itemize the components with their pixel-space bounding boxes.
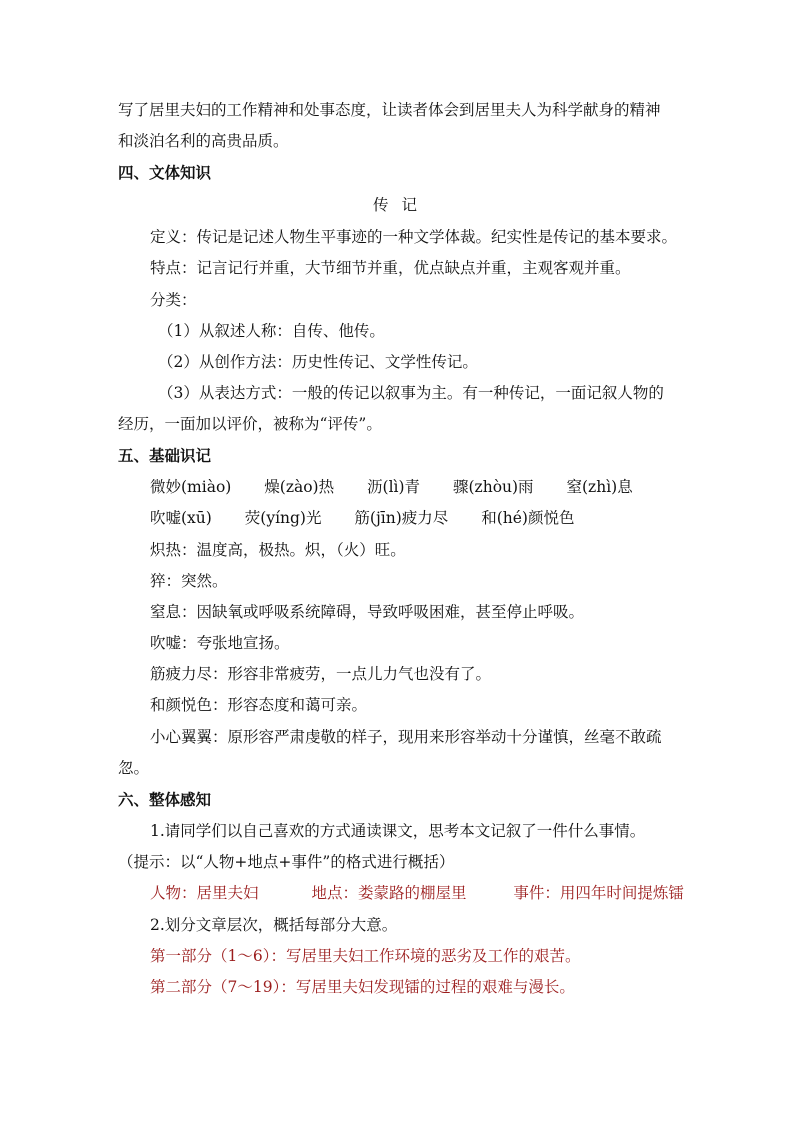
class-item: （1）从叙述人称：自传、他传。 — [158, 322, 385, 340]
vocab-definition: 窒息：因缺氧或呼吸系统障碍，导致呼吸困难，甚至停止呼吸。 — [150, 603, 585, 621]
class-item-continued: 经历，一面加以评价，被称为“评传”。 — [118, 415, 382, 433]
section-heading-6: 六、整体感知 — [118, 790, 212, 809]
vocab-definition: 炽热：温度高，极热。炽，（火）旺。 — [150, 541, 406, 559]
vocab-word: 沥(lì)青 — [367, 478, 421, 496]
vocab-definition: 和颜悦色：形容态度和蔼可亲。 — [150, 696, 368, 714]
vocab-row-1 — [150, 476, 712, 498]
vocab-word: 燥(zào)热 — [264, 478, 335, 496]
vocab-definition: 筋疲力尽：形容非常疲劳，一点儿力气也没有了。 — [150, 665, 492, 683]
vocab-row-2 — [150, 507, 712, 529]
features-line: 特点：记言记行并重，大节细节并重，优点缺点并重，主观客观并重。 — [150, 259, 631, 277]
genre-title: 传 记 — [373, 196, 421, 214]
class-item: （3）从表达方式：一般的传记以叙事为主。有一种传记，一面记叙人物的 — [158, 384, 664, 402]
intro-line-1: 写了居里夫妇的工作精神和处事态度，让读者体会到居里夫人为科学献身的精神 — [118, 101, 661, 119]
vocab-word: 窒(zhì)息 — [566, 478, 633, 496]
vocab-word: 荧(yíng)光 — [244, 509, 322, 527]
vocab-word: 和(hé)颜悦色 — [481, 509, 575, 527]
classification-label: 分类： — [150, 291, 197, 309]
answer-line — [150, 882, 712, 904]
vocab-definition: 吹嘘：夸张地宣扬。 — [150, 634, 290, 652]
vocab-word: 吹嘘(xū) — [150, 509, 212, 527]
section-heading-4: 四、文体知识 — [118, 163, 212, 182]
part-summary: 第二部分（7～19）：写居里夫妇发现镭的过程的艰难与漫长。 — [150, 978, 575, 996]
definition-line: 定义：传记是记述人物生平事迹的一种文学体裁。纪实性是传记的基本要求。 — [150, 228, 678, 246]
vocab-word: 骤(zhòu)雨 — [453, 478, 534, 496]
answer-place: 地点：娄蒙路的棚屋里 — [311, 884, 467, 902]
vocab-word: 筋(jīn)疲力尽 — [354, 509, 449, 527]
vocab-definition-continued: 忽。 — [118, 759, 150, 777]
question-1-hint: （提示：以“人物+地点+事件”的格式进行概括） — [118, 853, 455, 871]
answer-person: 人物：居里夫妇 — [150, 884, 259, 902]
vocab-word: 微妙(miào) — [150, 478, 232, 496]
vocab-definition: 猝：突然。 — [150, 572, 228, 590]
intro-line-2: 和淡泊名利的高贵品质。 — [118, 132, 289, 150]
answer-event: 事件：用四年时间提炼镭 — [513, 884, 684, 902]
part-summary: 第一部分（1～6）：写居里夫妇工作环境的恶劣及工作的艰苦。 — [150, 947, 581, 965]
section-heading-5: 五、基础识记 — [118, 446, 212, 465]
class-item: （2）从创作方法：历史性传记、文学性传记。 — [158, 353, 478, 371]
question-2: 2.划分文章层次，概括每部分大意。 — [150, 916, 398, 934]
question-1: 1.请同学们以自己喜欢的方式通读课文，思考本文记叙了一件什么事情。 — [150, 822, 646, 840]
vocab-definition: 小心翼翼：原形容严肃虔敬的样子，现用来形容举动十分谨慎，丝毫不敢疏 — [150, 728, 662, 746]
